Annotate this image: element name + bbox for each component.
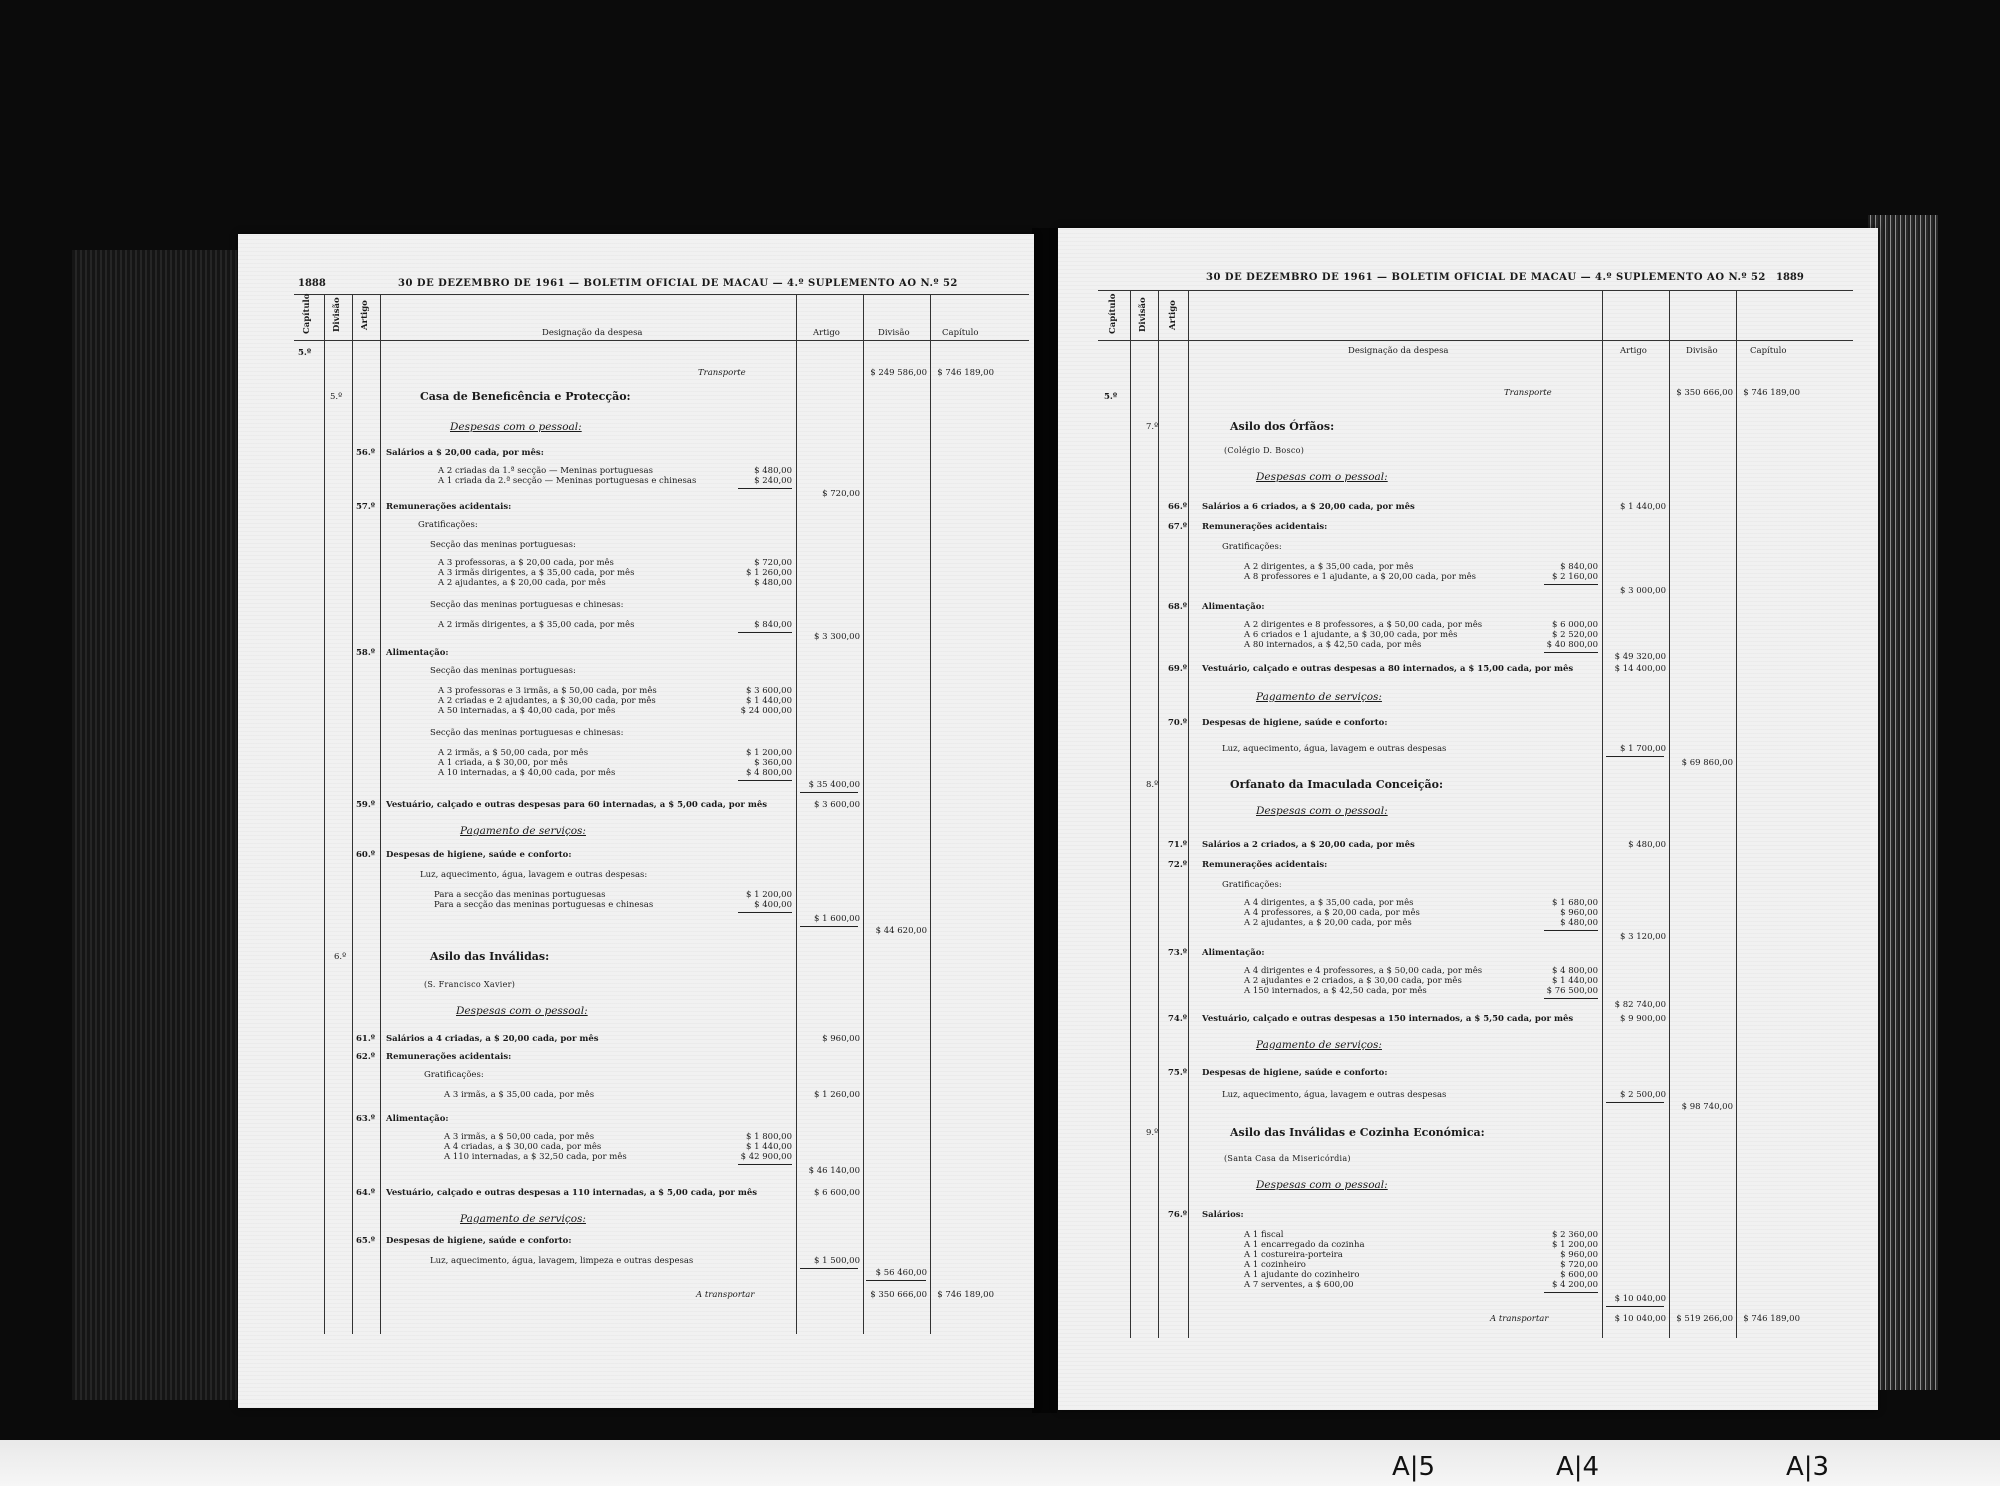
line-amount: $ 720,00 [754, 558, 792, 568]
article-text: Salários a 6 criados, a $ 20,00 cada, por mês [1202, 502, 1415, 512]
line-amount: $ 600,00 [1560, 1270, 1598, 1280]
line-amount: $ 4 200,00 [1552, 1280, 1598, 1290]
line-item: A 1 fiscal [1244, 1230, 1284, 1240]
article-total: $ 14 400,00 [1614, 664, 1666, 674]
book-edge-right [1868, 215, 1938, 1390]
col-header-artigo-amount: Artigo [813, 328, 840, 338]
line-item: A 3 professoras e 3 irmãs, a $ 50,00 cada, por mês [438, 686, 657, 696]
article-number: 59.º [356, 800, 376, 810]
article-number: 72.º [1168, 860, 1188, 870]
right-page [1058, 228, 1878, 1410]
film-mark: A|4 [1556, 1452, 1600, 1482]
article-text: Despesas de higiene, saúde e conforto: [386, 850, 572, 860]
subtotal-rule [1544, 1292, 1598, 1293]
line-amount: $ 960,00 [1560, 908, 1598, 918]
article-number: 68.º [1168, 602, 1188, 612]
col-divider [863, 294, 864, 1334]
transport-end-chapter-amount: $ 746 189,00 [937, 1290, 994, 1300]
transport-division-amount: $ 350 666,00 [1676, 388, 1733, 398]
line-amount: $ 400,00 [754, 900, 792, 910]
line-amount: $ 2 360,00 [1552, 1230, 1598, 1240]
col-header-designacao: Designação da despesa [542, 328, 643, 338]
article-number: 70.º [1168, 718, 1188, 728]
line-amount: $ 720,00 [1560, 1260, 1598, 1270]
col-header-designacao: Designação da despesa [1348, 346, 1449, 356]
section-heading: Despesas com o pessoal: [1256, 805, 1388, 817]
chapter-number: 5.º [1104, 392, 1118, 402]
transport-end-division-amount: $ 350 666,00 [870, 1290, 927, 1300]
article-text: Alimentação: [386, 648, 449, 658]
article-total: $ 960,00 [822, 1034, 860, 1044]
article-total: $ 3 600,00 [814, 800, 860, 810]
line-amount: $ 4 800,00 [746, 768, 792, 778]
section-heading: Despesas com o pessoal: [1256, 471, 1388, 483]
transport-end-division-amount: $ 519 266,00 [1676, 1314, 1733, 1324]
line-amount: $ 1 200,00 [746, 890, 792, 900]
article-number: 73.º [1168, 948, 1188, 958]
line-item: A 1 ajudante do cozinheiro [1244, 1270, 1360, 1280]
sub-heading: Gratificações: [1222, 880, 1282, 890]
line-item: A 8 professores e 1 ajudante, a $ 20,00 cada, por mês [1244, 572, 1477, 582]
line-amount: $ 480,00 [754, 466, 792, 476]
line-amount: $ 840,00 [1560, 562, 1598, 572]
article-total: $ 1 440,00 [1620, 502, 1666, 512]
col-divider [796, 294, 797, 1334]
line-amount: $ 2 160,00 [1552, 572, 1598, 582]
transport-division-amount: $ 249 586,00 [870, 368, 927, 378]
transport-chapter-amount: $ 746 189,00 [937, 368, 994, 378]
article-number: 58.º [356, 648, 376, 658]
subtotal-rule [738, 632, 792, 633]
article-number: 60.º [356, 850, 376, 860]
subtotal-rule [866, 1280, 926, 1281]
article-total: $ 1 260,00 [814, 1090, 860, 1100]
col-divider [1158, 290, 1159, 1338]
sub-heading: Secção das meninas portuguesas e chinesas: [430, 728, 624, 738]
chapter-number: 5.º [298, 348, 312, 358]
sub-heading: Secção das meninas portuguesas e chinesas: [430, 600, 624, 610]
article-total: $ 10 040,00 [1614, 1294, 1666, 1304]
article-number: 75.º [1168, 1068, 1188, 1078]
col-header-capitulo-amount: Capítulo [942, 328, 979, 338]
article-number: 63.º [356, 1114, 376, 1124]
line-item: A 2 ajudantes e 2 criados, a $ 30,00 cada, por mês [1244, 976, 1462, 986]
page-header: 30 DE DEZEMBRO DE 1961 — BOLETIM OFICIAL DE MACAU — 4.º SUPLEMENTO AO N.º 52 [398, 278, 958, 289]
section-heading: Pagamento de serviços: [1256, 691, 1382, 703]
line-item: A 2 criadas da 1.ª secção — Meninas portuguesas [438, 466, 653, 476]
subtotal-rule [1606, 1306, 1664, 1307]
col-divider [1602, 290, 1603, 1338]
article-total: $ 720,00 [822, 489, 860, 499]
article-text: Salários a $ 20,00 cada, por mês: [386, 448, 544, 458]
division-total: $ 98 740,00 [1681, 1102, 1733, 1112]
line-item: A 7 serventes, a $ 600,00 [1244, 1280, 1354, 1290]
article-total: $ 6 600,00 [814, 1188, 860, 1198]
subtotal-rule [1544, 652, 1598, 653]
line-amount: $ 480,00 [754, 578, 792, 588]
article-text: Remunerações acidentais: [386, 1052, 512, 1062]
header-rule [294, 294, 1029, 295]
section-heading: Pagamento de serviços: [460, 825, 586, 837]
article-total: $ 480,00 [1628, 840, 1666, 850]
article-total: $ 1 500,00 [814, 1256, 860, 1266]
subtotal-rule [1606, 756, 1664, 757]
subtotal-rule [1544, 930, 1598, 931]
article-total: $ 49 320,00 [1614, 652, 1666, 662]
col-divider [1188, 290, 1189, 1338]
line-item: A 3 professoras, a $ 20,00 cada, por mês [438, 558, 614, 568]
line-item: A 50 internadas, a $ 40,00 cada, por mês [438, 706, 616, 716]
column-header-rule [1098, 340, 1853, 341]
line-item: A 80 internados, a $ 42,50 cada, por mês [1244, 640, 1422, 650]
article-number: 71.º [1168, 840, 1188, 850]
article-text: Vestuário, calçado e outras despesas a 80 internados, a $ 15,00 cada, por mês [1202, 664, 1574, 674]
line-amount: $ 1 200,00 [1552, 1240, 1598, 1250]
line-item: A 3 irmãs, a $ 35,00 cada, por mês [444, 1090, 595, 1100]
sub-heading: Secção das meninas portuguesas: [430, 540, 576, 550]
line-item: A 1 criada da 2.ª secção — Meninas portuguesas e chinesas [438, 476, 697, 486]
col-header-capitulo: Capítulo [302, 293, 312, 334]
line-item: A 2 ajudantes, a $ 20,00 cada, por mês [438, 578, 606, 588]
division-number: 8.º [1146, 780, 1159, 790]
division-title: Casa de Beneficência e Protecção: [420, 390, 631, 403]
line-item: Luz, aquecimento, água, lavagem, limpeza e outras despesas [430, 1256, 694, 1266]
transport-label: Transporte [1504, 388, 1552, 398]
article-number: 62.º [356, 1052, 376, 1062]
article-text: Despesas de higiene, saúde e conforto: [1202, 718, 1388, 728]
sub-heading: Luz, aquecimento, água, lavagem e outras despesas: [420, 870, 648, 880]
subtotal-rule [800, 1268, 858, 1269]
subtotal-rule [738, 912, 792, 913]
article-total: $ 2 500,00 [1620, 1090, 1666, 1100]
article-number: 76.º [1168, 1210, 1188, 1220]
col-header-artigo-amount: Artigo [1620, 346, 1647, 356]
line-item: A 110 internadas, a $ 32,50 cada, por mês [444, 1152, 627, 1162]
line-item: A 4 criadas, a $ 30,00 cada, por mês [444, 1142, 602, 1152]
subtotal-rule [738, 488, 792, 489]
article-text: Alimentação: [1202, 602, 1265, 612]
col-header-divisao-amount: Divisão [1686, 346, 1718, 356]
line-amount: $ 1 440,00 [746, 696, 792, 706]
subtotal-rule [800, 792, 858, 793]
sub-heading: Gratificações: [424, 1070, 484, 1080]
line-item: A 2 irmãs dirigentes, a $ 35,00 cada, por mês [438, 620, 635, 630]
article-text: Vestuário, calçado e outras despesas a 110 internadas, a $ 5,00 cada, por mês [386, 1188, 758, 1198]
line-amount: $ 1 200,00 [746, 748, 792, 758]
transport-end-label: A transportar [1490, 1314, 1549, 1324]
line-amount: $ 840,00 [754, 620, 792, 630]
line-item: A 2 irmãs, a $ 50,00 cada, por mês [438, 748, 589, 758]
line-amount: $ 2 520,00 [1552, 630, 1598, 640]
subtotal-rule [1544, 584, 1598, 585]
line-amount: $ 76 500,00 [1546, 986, 1598, 996]
article-number: 56.º [356, 448, 376, 458]
article-number: 69.º [1168, 664, 1188, 674]
line-item: A 10 internadas, a $ 40,00 cada, por mês [438, 768, 616, 778]
page-number: 1888 [298, 278, 326, 289]
article-number: 67.º [1168, 522, 1188, 532]
col-divider [324, 294, 325, 1334]
transport-end-label: A transportar [696, 1290, 755, 1300]
article-total: $ 1 700,00 [1620, 744, 1666, 754]
sub-heading: Gratificações: [418, 520, 478, 530]
line-amount: $ 3 600,00 [746, 686, 792, 696]
film-mark: A|5 [1392, 1452, 1436, 1482]
section-heading: Pagamento de serviços: [1256, 1039, 1382, 1051]
article-text: Alimentação: [1202, 948, 1265, 958]
col-divider [380, 294, 381, 1334]
line-item: A 4 professores, a $ 20,00 cada, por mês [1244, 908, 1420, 918]
section-heading: Despesas com o pessoal: [1256, 1179, 1388, 1191]
article-text: Despesas de higiene, saúde e conforto: [386, 1236, 572, 1246]
subtotal-rule [1544, 998, 1598, 999]
line-item: A 4 dirigentes, a $ 35,00 cada, por mês [1244, 898, 1414, 908]
column-header-rule [294, 340, 1029, 341]
subtotal-rule [738, 1164, 792, 1165]
article-text: Remunerações acidentais: [1202, 860, 1328, 870]
article-total: $ 3 000,00 [1620, 586, 1666, 596]
line-item: Luz, aquecimento, água, lavagem e outras despesas [1222, 1090, 1447, 1100]
line-item: A 1 encarregado da cozinha [1244, 1240, 1365, 1250]
transport-chapter-amount: $ 746 189,00 [1743, 388, 1800, 398]
col-header-capitulo-amount: Capítulo [1750, 346, 1787, 356]
article-text: Remunerações acidentais: [1202, 522, 1328, 532]
subtotal-rule [1606, 1102, 1664, 1103]
header-rule [1098, 290, 1853, 291]
article-number: 74.º [1168, 1014, 1188, 1024]
article-number: 61.º [356, 1034, 376, 1044]
article-text: Remunerações acidentais: [386, 502, 512, 512]
line-item: A 2 criadas e 2 ajudantes, a $ 30,00 cada, por mês [438, 696, 656, 706]
article-text: Vestuário, calçado e outras despesas a 150 internados, a $ 5,50 cada, por mês [1202, 1014, 1574, 1024]
division-note: (Colégio D. Bosco) [1224, 446, 1305, 455]
section-heading: Despesas com o pessoal: [450, 421, 582, 433]
line-amount: $ 24 000,00 [740, 706, 792, 716]
article-text: Vestuário, calçado e outras despesas para 60 internadas, a $ 5,00 cada, por mês [386, 800, 768, 810]
section-heading: Despesas com o pessoal: [456, 1005, 588, 1017]
col-header-artigo: Artigo [360, 300, 370, 330]
line-amount: $ 42 900,00 [740, 1152, 792, 1162]
line-amount: $ 1 440,00 [746, 1142, 792, 1152]
line-item: Luz, aquecimento, água, lavagem e outras despesas [1222, 744, 1447, 754]
line-amount: $ 1 680,00 [1552, 898, 1598, 908]
col-divider [1669, 290, 1670, 1338]
col-divider [352, 294, 353, 1334]
article-number: 64.º [356, 1188, 376, 1198]
line-item: A 2 ajudantes, a $ 20,00 cada, por mês [1244, 918, 1412, 928]
line-amount: $ 960,00 [1560, 1250, 1598, 1260]
line-item: A 4 dirigentes e 4 professores, a $ 50,00 cada, por mês [1244, 966, 1483, 976]
division-total: $ 56 460,00 [875, 1268, 927, 1278]
left-page [238, 234, 1034, 1408]
line-item: Para a secção das meninas portuguesas e chinesas [434, 900, 654, 910]
division-number: 9.º [1146, 1128, 1159, 1138]
division-title: Orfanato da Imaculada Conceição: [1230, 778, 1444, 791]
article-text: Salários a 2 criados, a $ 20,00 cada, por mês [1202, 840, 1415, 850]
article-total: $ 9 900,00 [1620, 1014, 1666, 1024]
division-title: Asilo dos Órfãos: [1230, 420, 1335, 433]
article-total: $ 82 740,00 [1614, 1000, 1666, 1010]
article-number: 65.º [356, 1236, 376, 1246]
col-divider [930, 294, 931, 1334]
col-divider [1130, 290, 1131, 1338]
col-header-divisao: Divisão [1138, 297, 1148, 332]
film-mark: A|3 [1786, 1452, 1830, 1482]
division-title: Asilo das Inválidas: [430, 950, 550, 963]
col-header-divisao: Divisão [332, 297, 342, 332]
article-text: Salários: [1202, 1210, 1244, 1220]
transport-label: Transporte [698, 368, 746, 378]
line-amount: $ 6 000,00 [1552, 620, 1598, 630]
article-number: 57.º [356, 502, 376, 512]
line-amount: $ 1 260,00 [746, 568, 792, 578]
subtotal-rule [738, 780, 792, 781]
line-amount: $ 480,00 [1560, 918, 1598, 928]
transport-end-article-amount: $ 10 040,00 [1614, 1314, 1666, 1324]
line-amount: $ 360,00 [754, 758, 792, 768]
division-total: $ 69 860,00 [1681, 758, 1733, 768]
article-total: $ 3 300,00 [814, 632, 860, 642]
col-divider [1736, 290, 1737, 1338]
line-item: A 2 dirigentes, a $ 35,00 cada, por mês [1244, 562, 1414, 572]
col-header-artigo: Artigo [1168, 300, 1178, 330]
line-item: A 6 criados e 1 ajudante, a $ 30,00 cada, por mês [1244, 630, 1458, 640]
division-note: (Santa Casa da Misericórdia) [1224, 1154, 1351, 1163]
article-total: $ 46 140,00 [808, 1166, 860, 1176]
line-amount: $ 1 440,00 [1552, 976, 1598, 986]
division-number: 5.º [330, 392, 343, 402]
transport-end-chapter-amount: $ 746 189,00 [1743, 1314, 1800, 1324]
col-header-divisao-amount: Divisão [878, 328, 910, 338]
division-total: $ 44 620,00 [875, 926, 927, 936]
line-amount: $ 240,00 [754, 476, 792, 486]
article-total: $ 35 400,00 [808, 780, 860, 790]
page-number: 1889 [1776, 272, 1804, 283]
line-item: Para a secção das meninas portuguesas [434, 890, 606, 900]
page-header: 30 DE DEZEMBRO DE 1961 — BOLETIM OFICIAL DE MACAU — 4.º SUPLEMENTO AO N.º 52 [1206, 272, 1766, 283]
subtotal-rule [800, 926, 858, 927]
line-amount: $ 40 800,00 [1546, 640, 1598, 650]
division-note: (S. Francisco Xavier) [424, 980, 516, 989]
article-text: Salários a 4 criadas, a $ 20,00 cada, por mês [386, 1034, 599, 1044]
sub-heading: Secção das meninas portuguesas: [430, 666, 576, 676]
section-heading: Pagamento de serviços: [460, 1213, 586, 1225]
book-gutter [1032, 228, 1057, 1413]
division-number: 7.º [1146, 422, 1159, 432]
scan-bottom-strip [0, 1440, 2000, 1486]
line-item: A 1 cozinheiro [1244, 1260, 1306, 1270]
line-item: A 3 irmãs, a $ 50,00 cada, por mês [444, 1132, 595, 1142]
division-number: 6.º [334, 952, 347, 962]
article-number: 66.º [1168, 502, 1188, 512]
line-amount: $ 1 800,00 [746, 1132, 792, 1142]
line-item: A 2 dirigentes e 8 professores, a $ 50,00 cada, por mês [1244, 620, 1483, 630]
article-total: $ 3 120,00 [1620, 932, 1666, 942]
line-item: A 1 costureira-porteira [1244, 1250, 1343, 1260]
col-header-capitulo: Capítulo [1108, 293, 1118, 334]
article-total: $ 1 600,00 [814, 914, 860, 924]
division-title: Asilo das Inválidas e Cozinha Económica: [1230, 1126, 1485, 1139]
line-item: A 150 internados, a $ 42,50 cada, por mês [1244, 986, 1427, 996]
article-text: Alimentação: [386, 1114, 449, 1124]
sub-heading: Gratificações: [1222, 542, 1282, 552]
article-text: Despesas de higiene, saúde e conforto: [1202, 1068, 1388, 1078]
book-edge-left [72, 250, 242, 1400]
line-item: A 3 irmãs dirigentes, a $ 35,00 cada, por mês [438, 568, 635, 578]
line-item: A 1 criada, a $ 30,00, por mês [438, 758, 568, 768]
line-amount: $ 4 800,00 [1552, 966, 1598, 976]
